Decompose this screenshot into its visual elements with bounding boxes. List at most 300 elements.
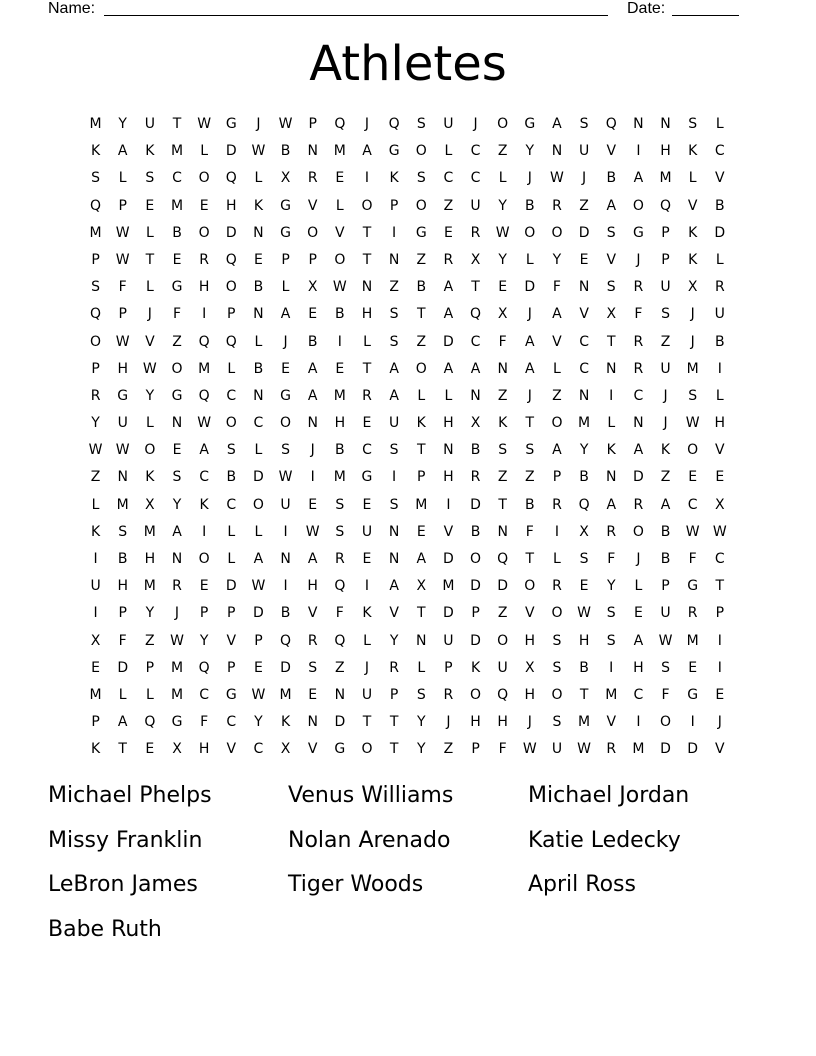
date-field[interactable] (672, 0, 739, 16)
grid-letter: A (389, 360, 399, 377)
grid-letter: U (117, 415, 128, 432)
grid-letter: U (551, 741, 563, 758)
grid-letter: M (415, 496, 428, 513)
grid-letter: M (686, 360, 699, 377)
grid-letter: I (717, 659, 722, 676)
grid-row (82, 628, 734, 655)
grid-letter: Y (118, 116, 127, 132)
grid-letter: I (717, 360, 722, 377)
grid-letter: S (389, 333, 399, 350)
grid-row (82, 383, 734, 410)
grid-letter: J (527, 170, 532, 187)
grid-letter: Q (225, 333, 237, 350)
grid-letter: P (254, 632, 263, 649)
grid-letter: T (145, 251, 155, 268)
grid-letter: G (687, 686, 699, 703)
grid-letter: A (470, 360, 481, 377)
grid-letter: R (199, 251, 209, 268)
grid-letter: T (362, 360, 372, 377)
grid-letter: P (118, 306, 127, 323)
grid-letter: V (307, 741, 318, 758)
grid-letter: O (551, 605, 563, 622)
grid-letter: S (389, 496, 399, 513)
grid-letter: D (632, 469, 644, 486)
grid-letter: N (280, 551, 291, 567)
grid-letter: X (525, 659, 535, 676)
grid-letter: P (661, 578, 670, 595)
grid-letter: W (658, 632, 673, 649)
grid-letter: N (578, 279, 590, 296)
grid-letter: N (443, 442, 454, 459)
grid-letter: S (579, 116, 589, 132)
grid-letter: F (118, 279, 127, 296)
grid-letter: T (362, 224, 372, 241)
grid-letter: E (172, 251, 182, 268)
grid-letter: X (90, 632, 101, 649)
grid-letter: Z (660, 333, 671, 350)
grid-letter: S (579, 551, 589, 567)
grid-letter: D (470, 496, 481, 513)
grid-row (82, 600, 734, 627)
grid-letter: I (636, 714, 641, 731)
grid-letter: U (388, 415, 400, 432)
grid-letter: N (307, 415, 318, 432)
grid-letter: W (197, 415, 212, 432)
grid-letter: K (470, 659, 481, 676)
grid-letter: E (91, 659, 100, 676)
grid-letter: N (606, 469, 617, 486)
grid-letter: B (117, 551, 128, 567)
grid-letter: S (281, 442, 290, 459)
grid-letter: Z (90, 469, 101, 486)
grid-letter: L (498, 170, 507, 187)
grid-letter: F (200, 714, 209, 731)
grid-letter: K (660, 442, 671, 459)
grid-letter: I (93, 551, 98, 567)
grid-letter: L (254, 333, 263, 350)
grid-letter: L (118, 170, 127, 187)
grid-letter: F (172, 306, 182, 323)
grid-letter: M (333, 469, 346, 486)
grid-letter: B (470, 523, 481, 540)
grid-row (82, 111, 734, 138)
grid-letter: C (443, 170, 454, 187)
grid-letter: Z (497, 605, 508, 622)
name-label: Name: (48, 0, 96, 17)
grid-letter: E (145, 741, 155, 758)
grid-letter: A (253, 551, 264, 567)
grid-letter: E (498, 279, 508, 296)
grid-letter: L (200, 143, 209, 160)
grid-letter: S (606, 605, 616, 622)
grid-letter: G (524, 116, 536, 132)
grid-letter: T (525, 415, 535, 432)
grid-letter: H (334, 415, 346, 432)
grid-letter: X (687, 279, 698, 296)
grid-letter: M (143, 523, 156, 540)
grid-letter: X (307, 279, 318, 296)
grid-letter: V (389, 605, 399, 622)
grid-letter: R (470, 224, 481, 241)
grid-letter: B (226, 469, 237, 486)
grid-letter: E (579, 578, 589, 595)
grid-letter: M (279, 686, 292, 703)
grid-letter: X (606, 306, 617, 323)
grid-letter: G (171, 279, 183, 296)
grid-letter: U (361, 523, 373, 540)
grid-letter: S (525, 442, 535, 459)
grid-letter: T (471, 279, 480, 296)
letter-grid (82, 111, 734, 764)
grid-letter: Q (497, 686, 509, 703)
grid-letter: V (307, 605, 318, 622)
grid-letter: K (498, 415, 508, 432)
grid-letter: F (634, 306, 643, 323)
grid-letter: A (606, 496, 617, 513)
grid-letter: O (307, 224, 319, 241)
grid-letter: Y (606, 578, 616, 595)
grid-letter: Z (579, 197, 589, 214)
grid-letter: L (525, 251, 534, 268)
grid-letter: V (715, 170, 725, 187)
grid-letter: I (392, 469, 397, 486)
grid-letter: Q (198, 387, 210, 404)
grid-letter: H (144, 551, 156, 567)
grid-letter: S (606, 224, 616, 241)
grid-letter: E (688, 469, 698, 486)
grid-letter: X (470, 251, 481, 268)
grid-letter: A (633, 442, 644, 459)
grid-letter: Q (578, 496, 590, 513)
grid-letter: B (606, 170, 617, 187)
grid-letter: T (118, 741, 127, 758)
grid-letter: J (663, 415, 668, 432)
grid-letter: Z (172, 333, 182, 350)
word-list (48, 776, 768, 954)
grid-letter: A (633, 170, 644, 187)
grid-letter: C (687, 496, 698, 513)
grid-letter: P (308, 116, 317, 132)
grid-letter: N (633, 116, 644, 132)
grid-letter: N (388, 551, 400, 567)
grid-letter: I (337, 333, 342, 350)
grid-letter: P (118, 605, 127, 622)
grid-letter: P (471, 605, 480, 622)
grid-letter: B (335, 442, 345, 459)
grid-letter: F (498, 333, 507, 350)
grid-row (82, 437, 734, 464)
grid-letter: K (688, 224, 698, 241)
grid-letter: Z (335, 659, 345, 676)
grid-letter: C (714, 551, 725, 567)
grid-letter: N (497, 523, 508, 540)
grid-letter: S (552, 659, 562, 676)
grid-letter: C (362, 442, 372, 459)
grid-letter: E (308, 306, 318, 323)
grid-letter: U (361, 686, 373, 703)
grid-letter: R (633, 496, 644, 513)
grid-letter: J (582, 170, 587, 187)
grid-letter: H (117, 578, 128, 595)
grid-letter: S (416, 686, 426, 703)
grid-letter: K (362, 605, 372, 622)
date-label: Date: (627, 0, 666, 17)
grid-letter: R (307, 170, 318, 187)
grid-letter: B (280, 143, 291, 160)
grid-letter: G (415, 224, 427, 241)
grid-letter: L (688, 170, 697, 187)
grid-letter: W (712, 523, 727, 540)
grid-letter: F (688, 551, 697, 567)
grid-letter: J (473, 116, 478, 132)
grid-letter: S (335, 523, 345, 540)
grid-letter: H (226, 197, 237, 214)
grid-row (82, 410, 734, 437)
grid-letter: X (280, 741, 291, 758)
grid-letter: D (280, 659, 291, 676)
grid-letter: X (416, 578, 427, 595)
grid-letter: L (363, 632, 371, 649)
grid-letter: A (633, 632, 644, 649)
grid-letter: B (525, 197, 535, 214)
grid-letter: P (227, 605, 236, 622)
grid-letter: W (197, 116, 212, 132)
grid-letter: V (715, 442, 725, 459)
word-list-item: Tiger Woods (288, 872, 424, 897)
page-title: Athletes (309, 36, 507, 92)
grid-letter: N (307, 714, 318, 731)
grid-letter: I (364, 170, 370, 187)
grid-letter: U (443, 632, 454, 649)
grid-letter: S (118, 523, 128, 540)
grid-letter: E (362, 415, 372, 432)
grid-letter: W (522, 741, 537, 758)
grid-letter: L (417, 387, 426, 404)
grid-letter: B (579, 659, 589, 676)
grid-letter: G (225, 116, 237, 132)
grid-letter: H (470, 714, 481, 731)
grid-letter: K (90, 523, 101, 540)
grid-row (82, 655, 734, 682)
grid-letter: L (607, 415, 616, 432)
grid-letter: V (687, 197, 698, 214)
grid-letter: M (170, 143, 184, 160)
grid-letter: S (335, 496, 345, 513)
grid-letter: O (470, 551, 482, 567)
word-list-item: LeBron James (48, 872, 198, 897)
grid-letter: N (334, 686, 346, 703)
grid-letter: O (497, 632, 509, 649)
grid-letter: M (170, 659, 184, 676)
grid-letter: Q (334, 578, 346, 595)
grid-letter: N (361, 279, 373, 296)
word-list-item: Michael Jordan (528, 783, 690, 808)
grid-letter: H (117, 360, 128, 377)
grid-letter: U (144, 116, 155, 132)
grid-letter: O (225, 415, 237, 432)
grid-letter: N (388, 251, 400, 268)
grid-letter: F (498, 741, 507, 758)
grid-letter: C (714, 143, 725, 160)
grid-letter: D (687, 741, 699, 758)
grid-letter: P (715, 605, 725, 622)
grid-letter: A (307, 551, 318, 567)
grid-letter: Q (497, 551, 509, 567)
grid-letter: L (145, 279, 154, 296)
grid-letter: T (389, 741, 399, 758)
grid-letter: C (226, 387, 237, 404)
grid-letter: R (470, 469, 481, 486)
grid-letter: Y (91, 415, 100, 432)
grid-letter: O (252, 496, 264, 513)
grid-letter: O (361, 741, 373, 758)
grid-letter: G (334, 741, 346, 758)
grid-letter: D (225, 224, 237, 241)
grid-letter: W (278, 469, 293, 486)
grid-letter: Z (443, 741, 454, 758)
grid-letter: E (199, 197, 209, 214)
grid-letter: T (579, 686, 589, 703)
grid-letter: O (687, 442, 699, 459)
grid-letter: M (632, 741, 645, 758)
grid-letter: W (685, 415, 700, 432)
grid-letter: V (606, 143, 617, 160)
grid-letter: A (362, 143, 372, 160)
grid-letter: P (145, 659, 155, 676)
grid-letter: E (715, 686, 725, 703)
grid-letter: D (225, 578, 237, 595)
grid-letter: Y (199, 632, 209, 649)
grid-letter: E (253, 659, 263, 676)
grid-letter: E (362, 551, 372, 567)
grid-letter: V (606, 714, 617, 731)
grid-letter: K (145, 469, 155, 486)
grid-letter: L (145, 686, 154, 703)
grid-letter: Y (498, 197, 507, 214)
grid-letter: E (308, 686, 318, 703)
grid-letter: R (552, 496, 562, 513)
grid-letter: N (497, 360, 508, 377)
grid-letter: N (253, 306, 264, 323)
grid-letter: N (633, 415, 644, 432)
grid-letter: S (91, 170, 101, 187)
grid-letter: O (497, 116, 509, 132)
grid-letter: H (198, 741, 210, 758)
grid-letter: L (118, 686, 127, 703)
grid-letter: K (90, 143, 101, 160)
grid-letter: Y (145, 387, 155, 404)
grid-letter: E (443, 224, 453, 241)
grid-letter: E (633, 605, 643, 622)
grid-letter: W (115, 224, 130, 241)
grid-row (82, 274, 734, 301)
grid-letter: J (717, 714, 722, 731)
grid-letter: P (118, 197, 127, 214)
grid-letter: G (280, 387, 291, 404)
grid-letter: D (524, 279, 536, 296)
grid-letter: R (389, 659, 399, 676)
grid-letter: K (199, 496, 209, 513)
grid-letter: O (198, 551, 210, 567)
grid-letter: N (171, 415, 183, 432)
grid-row (82, 464, 734, 491)
grid-letter: R (633, 333, 644, 350)
grid-letter: D (334, 714, 346, 731)
grid-letter: I (554, 523, 560, 540)
grid-letter: J (636, 251, 641, 268)
grid-letter: J (147, 306, 152, 323)
grid-letter: O (144, 442, 156, 459)
grid-letter: I (636, 143, 641, 160)
grid-letter: C (199, 469, 210, 486)
grid-letter: C (470, 333, 481, 350)
grid-letter: Y (525, 143, 535, 160)
grid-letter: S (416, 116, 426, 132)
grid-letter: V (715, 741, 725, 758)
grid-letter: D (253, 469, 264, 486)
grid-letter: S (498, 442, 508, 459)
grid-letter: J (446, 714, 451, 731)
grid-letter: V (552, 333, 562, 350)
grid-letter: M (686, 632, 699, 649)
grid-row (82, 247, 734, 274)
grid-letter: B (253, 360, 264, 377)
grid-letter: I (446, 496, 451, 513)
grid-row (82, 165, 734, 192)
grid-letter: T (362, 714, 372, 731)
grid-letter: L (227, 551, 236, 567)
grid-letter: F (335, 605, 344, 622)
grid-letter: A (389, 578, 399, 595)
grid-letter: A (443, 279, 454, 296)
grid-letter: J (174, 605, 180, 622)
grid-letter: U (280, 496, 291, 513)
grid-letter: W (142, 360, 157, 377)
grid-letter: X (579, 523, 589, 540)
grid-letter: S (308, 659, 318, 676)
name-field[interactable] (104, 0, 608, 16)
grid-letter: L (715, 251, 724, 268)
grid-letter: T (606, 333, 616, 350)
grid-letter: N (388, 523, 400, 540)
grid-letter: A (172, 523, 182, 540)
grid-letter: J (527, 387, 532, 404)
grid-letter: M (89, 686, 102, 703)
grid-letter: K (280, 714, 291, 731)
grid-letter: B (416, 279, 427, 296)
word-list-item: Missy Franklin (48, 827, 203, 853)
grid-letter: W (495, 224, 510, 241)
grid-letter: L (553, 551, 561, 567)
grid-letter: B (579, 469, 589, 486)
grid-letter: L (254, 523, 263, 540)
grid-letter: C (226, 496, 237, 513)
grid-letter: Q (388, 116, 400, 132)
grid-letter: M (578, 714, 591, 731)
grid-letter: L (227, 523, 236, 540)
grid-letter: W (305, 523, 320, 540)
grid-letter: D (497, 578, 509, 595)
word-list-item: April Ross (528, 872, 636, 897)
grid-letter: D (660, 741, 671, 758)
grid-letter: K (389, 170, 399, 187)
grid-letter: S (606, 279, 616, 296)
grid-letter: G (225, 686, 237, 703)
grid-letter: D (225, 143, 237, 160)
grid-letter: O (660, 714, 672, 731)
grid-letter: M (333, 387, 346, 404)
grid-row (82, 573, 734, 600)
